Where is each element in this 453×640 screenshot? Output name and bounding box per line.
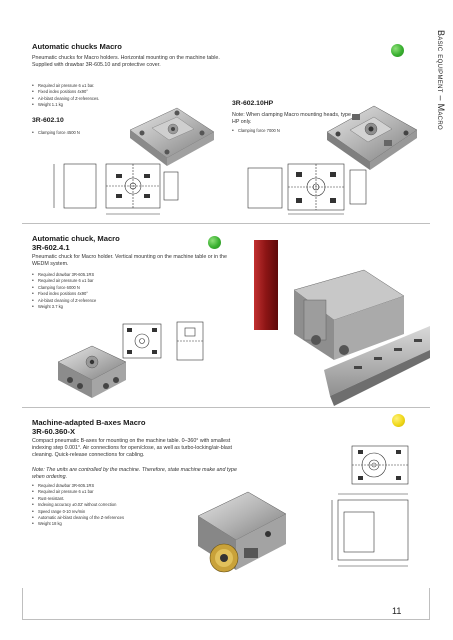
spec-item: • Speed range 0-10 rev/min bbox=[32, 509, 124, 515]
spec-item: • Air-blast cleaning of Z-reference bbox=[32, 298, 96, 304]
spec-item: • Weight 1.1 kg bbox=[32, 102, 99, 108]
page-number: 11 bbox=[392, 606, 402, 616]
section-description: Compact pneumatic B-axes for mounting on the machine table. 0–360° with smallest indexing step 0.001°. Air connections for open/close, as well as turbo-locking/air-blast cleaning. Quick-release connections for cabling. bbox=[32, 438, 232, 459]
chapter-side-label bbox=[432, 30, 448, 220]
section-title: Automatic chucks Macro bbox=[32, 42, 122, 51]
section-automatic-chucks bbox=[22, 20, 430, 224]
model-spec-list bbox=[232, 128, 280, 134]
spec-item: • Automatic air-blast cleaning of the Z-references bbox=[32, 515, 124, 521]
b-axis-photo-image bbox=[190, 486, 290, 582]
spec-item: • Fixed index positions 4x90° bbox=[32, 89, 99, 95]
availability-indicator-icon bbox=[392, 414, 405, 427]
spec-item: • Weight 18 kg bbox=[32, 521, 124, 527]
model-number-hp: 3R-602.10HP bbox=[232, 100, 274, 107]
spec-list bbox=[32, 83, 99, 109]
spec-item: • Indexing accuracy ±0.02' without correction bbox=[32, 502, 124, 508]
section-description: Pneumatic chuck for Macro holder. Vertical mounting on the machine table or in the WEDM system. bbox=[32, 254, 227, 268]
spec-item: • Required air pressure 6 ±1 bar. bbox=[32, 83, 99, 89]
availability-indicator-icon bbox=[208, 236, 221, 249]
spec-item: • Required air pressure 6 ±1 bar bbox=[32, 489, 124, 495]
technical-drawing-b-axis bbox=[322, 438, 422, 578]
spec-item: • Weight 3.7 kg bbox=[32, 304, 96, 310]
section-automatic-chuck-vertical bbox=[22, 224, 430, 408]
spec-item: • Air-blast cleaning of Z-references. bbox=[32, 96, 99, 102]
spec-item: • Clamping force 4500 N bbox=[32, 130, 80, 136]
model-note: Note: When clamping Macro mounting heads, type HP only. bbox=[232, 112, 351, 126]
spec-item: • Fixed index positions 4x90° bbox=[32, 291, 96, 297]
section-description: Pneumatic chucks for Macro holders. Horizontal mounting on the machine table. Supplied with drawbar 3R-605.10 and protective cover. bbox=[32, 55, 220, 69]
spec-list bbox=[32, 272, 96, 310]
section-title: Automatic chuck, Macro bbox=[32, 234, 120, 243]
model-number: 3R-602.10 bbox=[32, 117, 64, 124]
model-spec-list bbox=[32, 130, 80, 136]
section-title: Machine-adapted B-axes Macro bbox=[32, 418, 146, 427]
section-model-number: 3R-60.360-X bbox=[32, 427, 76, 436]
vertical-chuck-photo-image bbox=[52, 340, 132, 402]
spec-list bbox=[32, 483, 124, 528]
technical-drawing-chuck bbox=[44, 158, 184, 218]
section-b-axes bbox=[22, 408, 430, 588]
chapter-side-label-text: Basic equipment – Macro bbox=[436, 30, 446, 130]
spec-item: • Required drawbar 3R-605.1RS bbox=[32, 272, 96, 278]
wedm-setup-photo-image bbox=[234, 230, 430, 406]
availability-indicator-icon bbox=[391, 44, 404, 57]
spec-item: • Required drawbar 3R-605.1RS bbox=[32, 483, 124, 489]
spec-item: • Clamping force 7000 N bbox=[232, 128, 280, 134]
spec-item: • Clamping force 6000 N bbox=[32, 285, 96, 291]
section-model-number: 3R-602.4.1 bbox=[32, 243, 70, 252]
technical-drawing-chuck-hp bbox=[244, 158, 384, 218]
spec-item: • Rust-resistant. bbox=[32, 496, 124, 502]
section-note: Note: The units are controlled by the machine. Therefore, state machine make and type when ordering. bbox=[32, 467, 237, 481]
technical-drawing-vertical-chuck bbox=[117, 320, 237, 362]
spec-item: • Required air pressure 6 ±1 bar bbox=[32, 278, 96, 284]
